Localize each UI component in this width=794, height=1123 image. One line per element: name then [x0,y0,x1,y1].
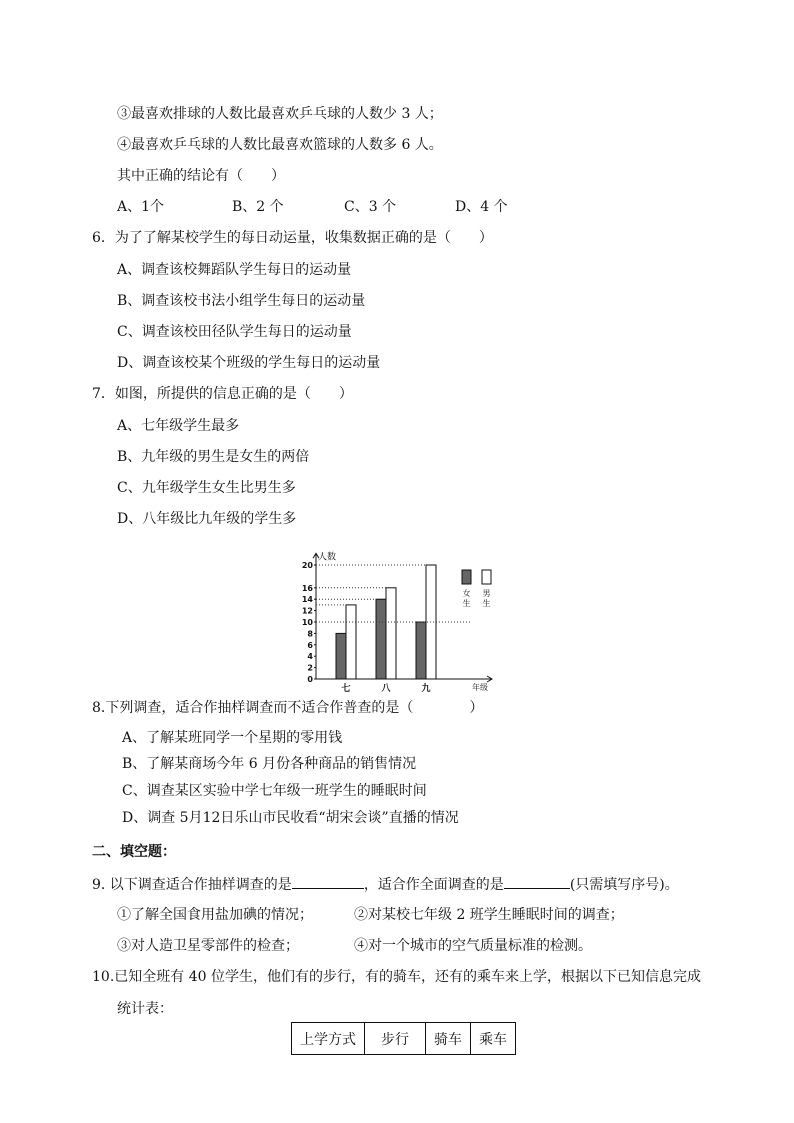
table-header-bike: 骑车 [426,1023,471,1055]
y-tick-label: 10 [301,618,313,627]
y-tick-label: 6 [307,640,313,650]
q9-blank-sampling[interactable] [292,873,364,889]
table-header-walk: 步行 [365,1023,426,1055]
q6-option-d: D、调查该校某个班级的学生每日的运动量 [117,355,381,371]
q9-stem-part2: ，适合作全面调查的是 [363,877,504,893]
q9-stem-part3: (只需填写序号)。 [569,877,679,893]
q8-option-a: A、了解某班同学一个星期的零用钱 [122,730,343,746]
q6-stem: 6．为了了解某校学生的每日动运量，收集数据正确的是（ ） [92,230,493,246]
q8-option-c: C、调查某区实验中学七年级一班学生的睡眠时间 [122,783,427,799]
y-tick-label: 8 [307,629,313,639]
q8-stem: 8.下列调查，适合作抽样调查而不适合作普查的是（ ） [92,700,484,716]
q7-option-a: A、七年级学生最多 [117,418,240,434]
table-header-bus: 乘车 [471,1023,516,1055]
legend-label-char: 男 [482,589,491,598]
y-tick-label: 14 [301,595,313,605]
q5-option-d: D、4 个 [455,199,508,215]
q5-statement-4: ④最喜欢乒乓球的人数比最喜欢篮球的人数多 6 人。 [117,137,443,153]
bar-male [346,605,356,679]
bar-male [386,588,396,679]
q5-options [117,197,508,217]
q5-option-c: C、3 个 [344,199,397,215]
legend-swatch [462,570,471,584]
q8-option-d: D、调查 5月12日乐山市民收看“胡宋会谈”直播的情况 [122,810,459,826]
y-tick-label: 4 [307,652,313,662]
q7-option-d: D、八年级比九年级的学生多 [117,511,297,527]
x-tick-label: 七 [341,684,351,692]
q9-item-2: ②对某校七年级 2 班学生睡眠时间的调查； [354,907,624,923]
y-tick-label: 20 [301,561,313,570]
q9-item-4: ④对一个城市的空气质量标准的检测。 [354,938,592,954]
section-title-fill-blank: 二、填空题： [92,844,176,860]
commute-stat-table [291,1022,516,1055]
bar-female [416,622,426,679]
legend-swatch [482,570,491,584]
bar-female [376,599,386,679]
q9-item-3: ③对人造卫星零部件的检查； [117,938,299,954]
q5-statement-3: ③最喜欢排球的人数比最喜欢乒乓球的人数少 3 人； [117,106,443,122]
q8-option-b: B、了解某商场今年 6 月份各种商品的销售情况 [122,756,417,772]
bar-female [336,633,346,679]
x-axis-label: 年级 [472,683,488,692]
y-tick-label: 0 [307,675,313,684]
table-row [292,1023,516,1055]
q6-option-a: A、调查该校舞蹈队学生每日的运动量 [117,262,352,278]
legend-label-char: 生 [482,599,491,608]
legend-label-char: 生 [462,599,471,608]
q7-option-c: C、九年级学生女生比男生多 [117,480,296,496]
q9-stem [92,873,679,895]
legend-label-char: 女 [462,589,471,598]
q5-option-a: A、1个 [117,199,165,215]
q10-stem-line1: 10.已知全班有 40 位学生，他们有的步行，有的骑车，还有的乘车来上学，根据以下已知信息完成 [92,969,701,985]
q10-stem-line2: 统计表： [117,1001,173,1017]
y-tick-label: 12 [301,606,313,616]
x-tick-label: 八 [381,684,391,692]
y-axis-label: 人数 [318,552,337,563]
q9-blank-census[interactable] [504,873,570,889]
q9-stem-part1: 9. 以下调查适合作抽样调查的是 [92,877,292,893]
q5-prompt: 其中正确的结论有（ ） [117,168,285,184]
y-tick-label: 2 [307,663,313,673]
q7-option-b: B、九年级的男生是女生的两倍 [117,449,310,465]
grade-gender-bar-chart [296,536,500,692]
q9-item-1: ①了解全国食用盐加碘的情况； [117,907,313,923]
q5-option-b: B、2 个 [232,199,284,215]
x-tick-label: 九 [421,684,431,692]
q7-stem: 7．如图，所提供的信息正确的是（ ） [92,386,353,402]
table-header-mode: 上学方式 [292,1023,365,1055]
q6-option-b: B、调查该校书法小组学生每日的运动量 [117,293,366,309]
y-tick-label: 16 [301,583,313,593]
q6-option-c: C、调查该校田径队学生每日的运动量 [117,324,352,340]
